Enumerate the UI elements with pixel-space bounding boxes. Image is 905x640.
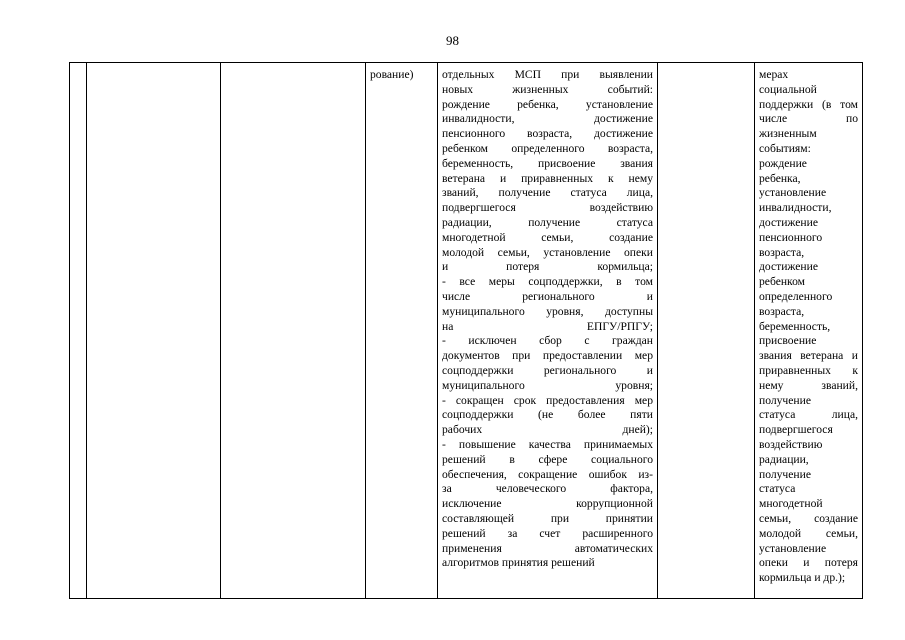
- text-line: - все меры соцподдержки, в том: [442, 275, 653, 289]
- text-line: событиям:: [759, 141, 811, 155]
- table-cell-3: [221, 63, 366, 599]
- text-line: нему званий,: [759, 378, 858, 392]
- page-number: 98: [446, 33, 459, 48]
- text-line: радиации,: [759, 452, 809, 466]
- text-line: молодой семьи, установление опеки: [442, 245, 653, 259]
- table-cell-7: [755, 63, 863, 599]
- text-line: рождение ребенка, установление: [442, 97, 653, 111]
- text-line: числе регионального и: [442, 289, 653, 303]
- text-line: определенного: [759, 289, 833, 303]
- text-line: инвалидности,: [759, 201, 832, 215]
- text-line: установление: [759, 541, 827, 555]
- text-line: применения автоматических: [442, 541, 653, 555]
- text-line: званий, получение статуса лица,: [442, 186, 653, 200]
- text-line: соцподдержки регионального и: [442, 363, 653, 377]
- document-table: [69, 62, 863, 599]
- text-line: исключение коррупционной: [442, 497, 653, 511]
- table-cell-5: [438, 63, 658, 599]
- text-line: подвергшегося воздействию: [442, 201, 653, 215]
- text-line: возраста,: [759, 245, 805, 259]
- text-line: - исключен сбор с граждан: [442, 334, 653, 348]
- text-line: алгоритмов принятия решений: [442, 556, 595, 570]
- text-line: кормильца и др.);: [759, 571, 846, 585]
- text-line: - сокращен срок предоставления мер: [442, 393, 653, 407]
- text-line: жизненным: [759, 127, 817, 141]
- text-line: возраста,: [759, 304, 805, 318]
- text-line: инвалидности, достижение: [442, 112, 653, 126]
- text-line: рабочих дней);: [442, 423, 653, 437]
- table-cell-2: [87, 63, 221, 599]
- text-line: беременность,: [759, 319, 831, 333]
- cell-4-text: рование): [370, 68, 414, 81]
- text-line: многодетной: [759, 497, 823, 511]
- table-cell-4: [366, 63, 438, 599]
- text-line: получение: [759, 393, 811, 407]
- text-line: ребенком: [759, 275, 805, 289]
- text-line: установление: [759, 186, 827, 200]
- text-line: ребенком определенного возраста,: [442, 141, 653, 155]
- text-line: новых жизненных событий:: [442, 82, 653, 96]
- text-line: на ЕПГУ/РПГУ;: [442, 319, 653, 333]
- text-line: пенсионного: [759, 230, 823, 244]
- text-line: опеки и потеря: [759, 556, 858, 570]
- text-line: семьи, создание: [759, 511, 858, 525]
- text-line: ребенка,: [759, 171, 801, 185]
- text-line: документов при предоставлении мер: [442, 349, 653, 363]
- text-line: молодой семьи,: [759, 526, 858, 540]
- text-line: числе по: [759, 112, 858, 126]
- text-line: получение: [759, 467, 811, 481]
- text-line: статуса лица,: [759, 408, 858, 422]
- text-line: соцподдержки (не более пяти: [442, 408, 653, 422]
- text-line: обеспечения, сокращение ошибок из-: [442, 467, 653, 481]
- text-line: за человеческого фактора,: [442, 482, 653, 496]
- text-line: поддержки (в том: [759, 97, 858, 111]
- text-line: решений в сфере социального: [442, 452, 653, 466]
- text-line: - повышение качества принимаемых: [442, 437, 653, 451]
- text-line: радиации, получение статуса: [442, 215, 653, 229]
- table-cell-6: [658, 63, 755, 599]
- text-line: рождение: [759, 156, 807, 170]
- text-line: приравненных к: [759, 363, 858, 377]
- support-measures-description: [759, 68, 858, 586]
- text-line: статуса: [759, 482, 796, 496]
- text-line: решений за счет расширенного: [442, 526, 653, 540]
- text-line: подвергшегося: [759, 423, 833, 437]
- text-line: ветерана и приравненных к нему: [442, 171, 653, 185]
- text-line: достижение: [759, 215, 818, 229]
- text-line: мерах: [759, 68, 789, 81]
- table-row: [70, 63, 863, 599]
- results-description: [442, 68, 653, 571]
- text-line: муниципального уровня, доступны: [442, 304, 653, 318]
- text-line: и потеря кормильца;: [442, 260, 653, 274]
- text-line: воздействию: [759, 437, 823, 451]
- text-line: отдельных МСП при выявлении: [442, 68, 653, 81]
- text-line: социальной: [759, 82, 817, 96]
- table-cell-1: [70, 63, 87, 599]
- text-line: многодетной семьи, создание: [442, 230, 653, 244]
- text-line: звания ветерана и: [759, 349, 858, 363]
- text-line: составляющей при принятии: [442, 511, 653, 525]
- text-line: пенсионного возраста, достижение: [442, 127, 653, 141]
- text-line: беременность, присвоение звания: [442, 156, 653, 170]
- text-line: достижение: [759, 260, 818, 274]
- text-line: присвоение: [759, 334, 817, 348]
- text-line: муниципального уровня;: [442, 378, 653, 392]
